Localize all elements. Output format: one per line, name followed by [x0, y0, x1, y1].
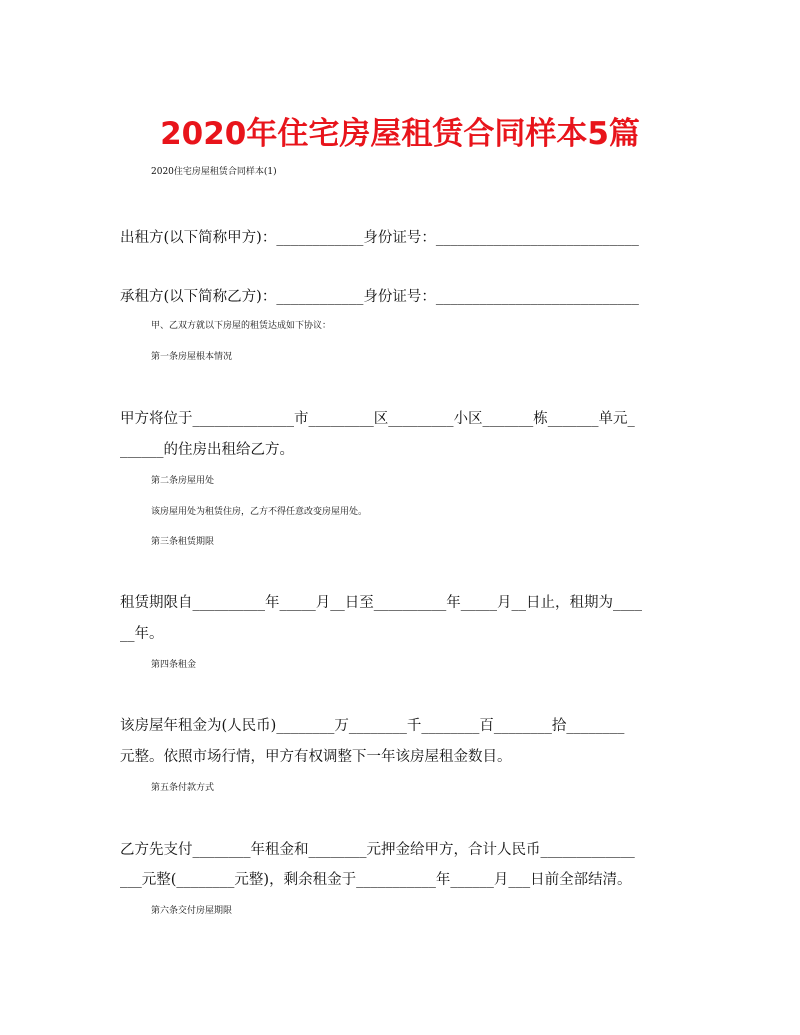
article-4-text-line-2: 元整。依照市场行情，甲方有权调整下一年该房屋租金数目。: [120, 749, 512, 765]
article-3-text-line-1: 租赁期限自__________年_____月__日至__________年_____月__日止，租期为____: [120, 595, 642, 611]
article-5-heading: 第五条付款方式: [151, 783, 215, 793]
article-1-text-line-2: ______的住房出租给乙方。: [120, 442, 294, 458]
article-4-heading: 第四条租金: [151, 660, 197, 670]
section-heading-sample-1: 2020住宅房屋租赁合同样本(1): [151, 167, 277, 177]
lessor-line: 出租方(以下简称甲方)：____________身份证号：____________________________: [120, 230, 639, 246]
article-5-text-line-2: ___元整(________元整)，剩余租金于___________年______月___日前全部结清。: [120, 872, 632, 888]
document-title: 2020年住宅房屋租赁合同样本5篇: [160, 116, 640, 152]
article-3-text-line-2: __年。: [120, 626, 164, 642]
article-2-heading: 第二条房屋用处: [151, 476, 215, 486]
article-1-text-line-1: 甲方将位于______________市_________区_________小区_______栋_______单元_: [120, 411, 635, 427]
agreement-intro: 甲、乙双方就以下房屋的租赁达成如下协议：: [151, 321, 332, 331]
article-3-heading: 第三条租赁期限: [151, 537, 215, 547]
article-6-heading: 第六条交付房屋期限: [151, 906, 233, 916]
article-2-text: 该房屋用处为租赁住房，乙方不得任意改变房屋用处。: [151, 507, 368, 517]
lessee-line: 承租方(以下简称乙方)：____________身份证号：____________________________: [120, 289, 639, 305]
article-5-text-line-1: 乙方先支付________年租金和________元押金给甲方，合计人民币_____________: [120, 842, 635, 858]
article-4-text-line-1: 该房屋年租金为(人民币)________万________千________百________拾________: [120, 718, 625, 734]
article-1-heading: 第一条房屋根本情况: [151, 352, 233, 362]
